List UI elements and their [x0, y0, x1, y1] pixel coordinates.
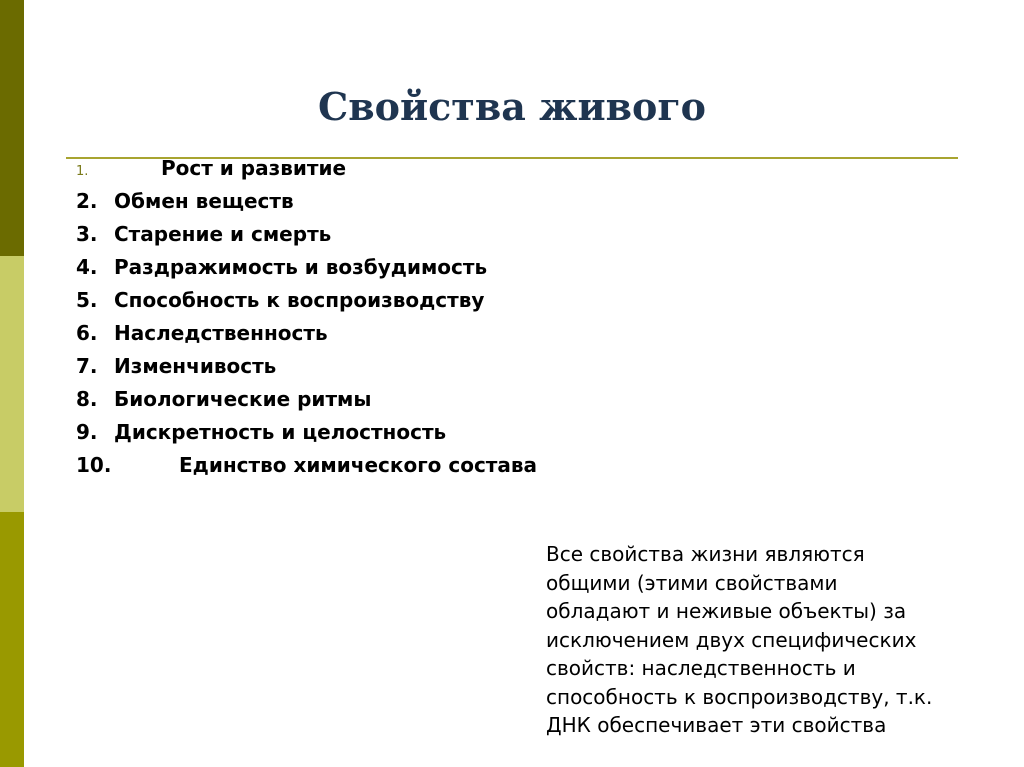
- list-item: [76, 185, 294, 218]
- list-item-text: Единство химического состава: [179, 453, 538, 477]
- list-item: [76, 218, 332, 251]
- list-item: [76, 383, 372, 416]
- list-item-number: 4.: [76, 255, 98, 279]
- list-item-number: 9.: [76, 420, 98, 444]
- list-item-text: Обмен веществ: [114, 189, 294, 213]
- properties-list: [76, 152, 538, 482]
- left-bar-segment-light: [0, 256, 24, 512]
- list-item: [76, 350, 277, 383]
- list-item: [76, 317, 328, 350]
- note-line: исключением двух специфических: [546, 627, 917, 652]
- list-item-text: Рост и развитие: [161, 156, 347, 180]
- list-item-number: 10.: [76, 453, 112, 477]
- note-line: общими (этими свойствами: [546, 570, 838, 595]
- slide-title: Свойства живого: [317, 84, 707, 129]
- note-line: ДНК обеспечивает эти свойства: [546, 713, 887, 737]
- list-item-text: Изменчивость: [114, 354, 277, 378]
- list-item-text: Способность к воспроизводству: [114, 288, 485, 312]
- list-item-text: Старение и смерть: [114, 222, 332, 246]
- list-item: [76, 449, 538, 482]
- list-item-text: Биологические ритмы: [114, 387, 372, 411]
- list-item-number: 5.: [76, 288, 98, 312]
- list-item-text: Раздражимость и возбудимость: [114, 255, 488, 279]
- list-item-number: 7.: [76, 354, 98, 378]
- note-line: способность к воспроизводству, т.к.: [546, 684, 933, 709]
- list-item: [76, 251, 488, 284]
- list-item-number: 8.: [76, 387, 98, 411]
- note-line: Все свойства жизни являются: [546, 542, 865, 566]
- list-item-text: Дискретность и целостность: [114, 420, 447, 444]
- list-item-number: 3.: [76, 222, 98, 246]
- note-line: свойств: наследственность и: [546, 656, 856, 680]
- list-item: [76, 284, 485, 317]
- list-item-number: 2.: [76, 189, 98, 213]
- note-paragraph: [546, 540, 996, 740]
- list-item-text: Наследственность: [114, 321, 328, 345]
- list-item: [76, 152, 347, 185]
- list-item: [76, 416, 447, 449]
- list-item-number: 6.: [76, 321, 98, 345]
- list-item-number: 1.: [76, 164, 89, 179]
- left-bar-segment-mid: [0, 512, 24, 767]
- note-line: обладают и неживые объекты) за: [546, 599, 907, 623]
